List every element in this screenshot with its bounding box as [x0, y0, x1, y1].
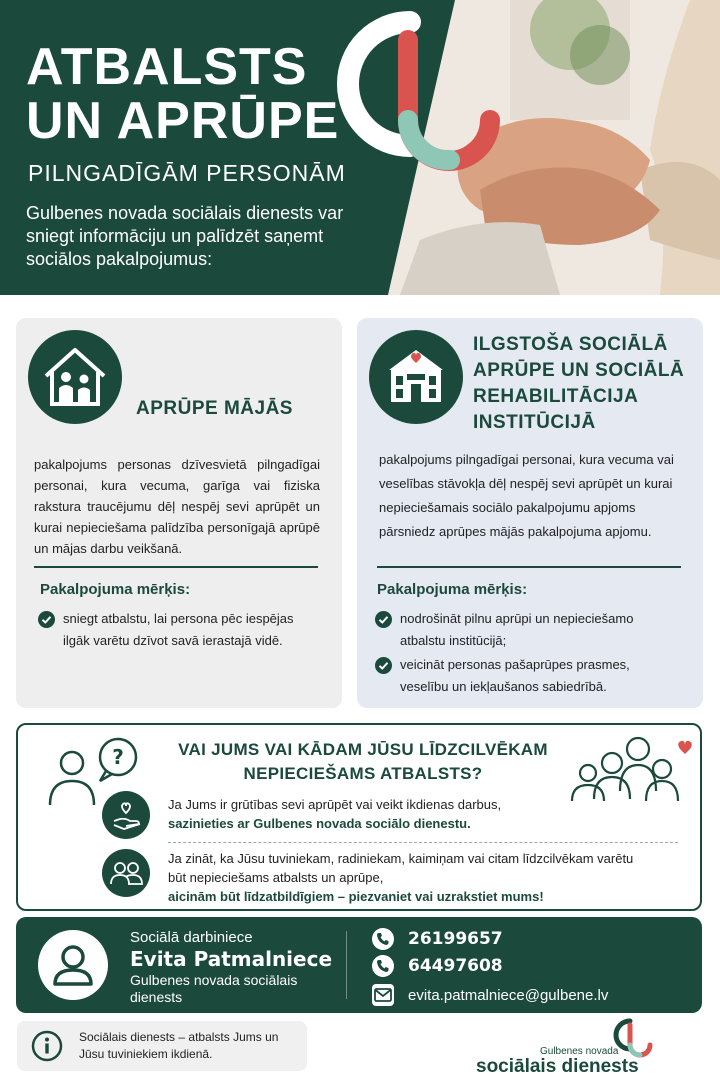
page-title — [26, 40, 339, 148]
institution-building-icon — [369, 330, 463, 424]
institution-title-line: INSTITŪCIJĀ — [473, 412, 596, 433]
phone-line-1[interactable] — [372, 928, 503, 950]
institution-goal-title: Pakalpojuma mērķis: — [377, 581, 528, 598]
service-card-institution — [357, 318, 703, 708]
list-item — [375, 608, 675, 652]
check-icon — [38, 611, 55, 628]
goal-text: veicināt personas pašaprūpes prasmes, veselību un iekļaušanos sabiedrībā. — [400, 657, 630, 694]
divider — [377, 566, 681, 568]
phone-line-2[interactable] — [372, 955, 503, 977]
help-row-1-plain: Ja Jums ir grūtības sevi aprūpēt vai veikt ikdienas darbus, — [168, 797, 502, 812]
two-people-icon — [102, 849, 150, 897]
page-subtitle: PILNGADĪGĀM PERSONĀM — [28, 160, 346, 186]
contact-role: Sociālā darbiniece — [130, 929, 253, 946]
help-title-line-1: VAI JUMS VAI KĀDAM JŪSU LĪDZCILVĒKAM — [178, 740, 548, 759]
house-with-people-icon — [28, 330, 122, 424]
list-item — [38, 608, 318, 652]
contact-name: Evita Patmalniece — [130, 947, 333, 971]
contact-bar — [16, 917, 702, 1013]
institution-title-line: REHABILITĀCIJA — [473, 386, 639, 407]
info-text: Sociālais dienests – atbalsts Jums un Jūsu tuviniekiem ikdienā. — [79, 1030, 279, 1061]
footer-brand-small: Gulbenes novada — [540, 1046, 619, 1057]
divider — [168, 842, 678, 843]
help-row-1-text — [168, 795, 668, 833]
email-line[interactable] — [372, 984, 608, 1006]
help-row-2-plain: Ja zināt, ka Jūsu tuviniekam, radiniekam, kaimiņam vai citam līdzcilvēkam varētu būt nepieciešams atbalsts un aprūpe, — [168, 851, 634, 885]
home-care-description: pakalpojums personas dzīvesvietā pilngadīgai personai, kura vecuma, garīga vai fiziska rakstura traucējumu dēļ nespēj sevi aprūpēt un kurai nepieciešama palīdzība personīgajā aprūpē un mājas darbu veikšanā. — [34, 457, 320, 556]
check-icon — [375, 611, 392, 628]
institution-title — [473, 332, 684, 436]
help-row-2-text — [168, 849, 648, 906]
help-box — [16, 723, 702, 911]
email-link[interactable]: evita.patmalniece@gulbene.lv — [408, 986, 609, 1004]
footer-brand-big: sociālais dienests — [476, 1056, 639, 1077]
heart-hand-icon — [102, 791, 150, 839]
institution-title-line: ILGSTOŠA SOCIĀLĀ — [473, 334, 668, 355]
service-card-home-care — [16, 318, 342, 708]
institution-description: pakalpojums pilngadīgai personai, kura vecuma vai veselības stāvokļa dēļ nespēj sevi aprūpēt un kurai nepieciešamais sociālo pakalpojumu apjoms pārsniedz aprūpes mājās pakalpojuma apjomu. — [379, 452, 674, 539]
goal-text: nodrošināt pilnu aprūpi un nepieciešamo atbalstu institūcijā; — [400, 611, 634, 648]
divider — [34, 566, 318, 568]
title-line-2: UN APRŪPE — [26, 92, 340, 150]
help-row-1-bold: sazinieties ar Gulbenes novada sociālo dienestu. — [168, 816, 471, 831]
intro-text: Gulbenes novada sociālais dienests var sniegt informāciju un palīdzēt saņemt sociālos pakalpojumus: — [26, 203, 344, 269]
header-banner — [0, 0, 720, 295]
goal-text: sniegt atbalstu, lai persona pēc iespējas ilgāk varētu dzīvot savā ierastajā vidē. — [63, 611, 294, 648]
phone-icon — [372, 955, 394, 977]
person-avatar-icon — [38, 930, 108, 1000]
phone-number-1[interactable]: 26199657 — [408, 929, 503, 949]
phone-number-2[interactable]: 64497608 — [408, 956, 503, 976]
info-note — [17, 1021, 307, 1071]
divider — [346, 931, 347, 999]
help-row-2-bold: aicinām būt līdzatbildīgiem – piezvaniet vai uzrakstiet mums! — [168, 889, 544, 904]
svg-text:?: ? — [112, 745, 124, 769]
help-title — [148, 738, 578, 786]
phone-icon — [372, 928, 394, 950]
contact-organization: Gulbenes novada sociālais dienests — [130, 972, 298, 1005]
help-title-line-2: NEPIECIEŠAMS ATBALSTS? — [243, 764, 483, 783]
list-item — [375, 654, 675, 698]
title-line-1: ATBALSTS — [26, 38, 308, 96]
home-care-goal-title: Pakalpojuma mērķis: — [40, 581, 191, 598]
home-care-title: APRŪPE MĀJĀS — [136, 398, 293, 419]
institution-title-line: APRŪPE UN SOCIĀLĀ — [473, 360, 685, 381]
envelope-icon — [372, 984, 394, 1006]
check-icon — [375, 657, 392, 674]
info-icon — [31, 1030, 63, 1062]
